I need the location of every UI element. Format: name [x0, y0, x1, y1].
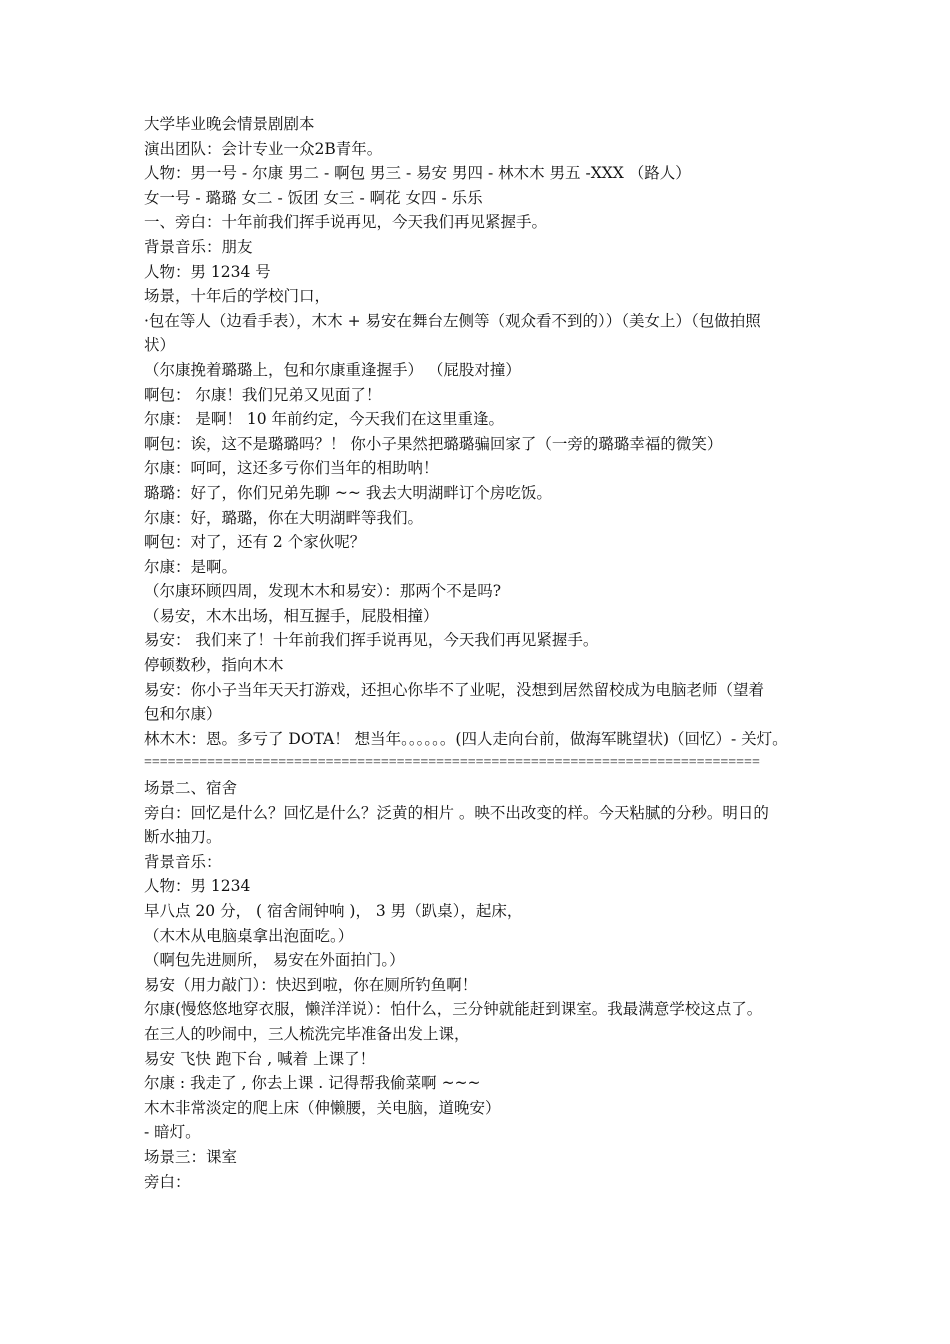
dialogue-line: 林木木：恩。多亏了 DOTA！ 想当年。。。。。。(四人走向台前，做海军眺望状)（回忆）- 关灯。: [144, 729, 788, 748]
dialogue-line: 易安：你小子当年天天打游戏，还担心你毕不了业呢，没想到居然留校成为电脑老师（望着: [144, 680, 765, 699]
stage-direction: - 暗灯。: [144, 1123, 201, 1142]
stage-direction: 停顿数秒，指向木木: [144, 656, 284, 675]
stage-direction: （木木从电脑桌拿出泡面吃。）: [144, 926, 354, 945]
dialogue-line: 易安： 我们来了！十年前我们挥手说再见，今天我们再见紧握手。: [144, 631, 599, 650]
stage-direction: （易安，木木出场，相互握手，屁股相撞）: [144, 606, 439, 625]
performance-team: 演出团队：会计专业一众2B青年。: [144, 139, 383, 158]
scene3-narration: 旁白：: [144, 1172, 191, 1191]
scene2-narration-cont: 断水抽刀。: [144, 828, 222, 847]
document-title: 大学毕业晚会情景剧剧本: [144, 115, 315, 133]
scene2-title: 场景二、宿舍: [144, 779, 238, 798]
dialogue-line: 尔康： 是啊！ 10 年前约定，今天我们在这里重逢。: [144, 410, 505, 429]
female-cast-list: 女一号 - 璐璐 女二 - 饭团 女三 - 啊花 女四 - 乐乐: [144, 188, 483, 207]
scene3-title: 场景三：课室: [144, 1147, 238, 1166]
scene2-music: 背景音乐：: [144, 852, 222, 871]
dialogue-line: 璐璐：好了，你们兄弟先聊 ~~ 我去大明湖畔订个房吃饭。: [144, 483, 552, 502]
stage-direction-cont: 状）: [144, 336, 176, 355]
dialogue-line: 尔康：是啊。: [144, 557, 238, 576]
scene2-characters: 人物：男 1234: [144, 877, 251, 896]
dialogue-line: 啊包： 尔康！我们兄弟又见面了！: [144, 385, 382, 404]
dialogue-line: 啊包：诶，这不是璐璐吗？！ 你小子果然把璐璐骗回家了（一旁的璐璐幸福的微笑）: [144, 434, 723, 453]
section-divider: ==============================================================================: [144, 755, 760, 771]
stage-direction: 早八点 20 分， ( 宿舍闹钟响 )， 3 男（趴桌），起床，: [144, 902, 523, 920]
stage-direction: （尔康挽着璐璐上，包和尔康重逢握手） （屁股对撞）: [144, 360, 521, 379]
scene1-setting: 场景，十年后的学校门口，: [144, 287, 331, 306]
dialogue-line: 尔康(慢悠悠地穿衣服，懒洋洋说）：怕什么，三分钟就能赶到课室。我最满意学校这点了。: [144, 1000, 763, 1019]
stage-direction: 在三人的吵闹中，三人梳洗完毕准备出发上课，: [144, 1024, 470, 1043]
stage-direction: （啊包先进厕所， 易安在外面拍门。）: [144, 951, 405, 970]
dialogue-line-cont: 包和尔康）: [144, 705, 222, 724]
dialogue-line: 尔康：呵呵，这还多亏你们当年的相助呐！: [144, 459, 439, 478]
scene2-narration: 旁白：回忆是什么？回忆是什么？泛黄的相片 。映不出改变的样。今天粘腻的分秒。明日的: [144, 803, 769, 822]
scene1-music: 背景音乐：朋友: [144, 237, 253, 256]
scene1-characters: 人物：男 1234 号: [144, 262, 271, 281]
male-cast-list: 人物：男一号 - 尔康 男二 - 啊包 男三 - 易安 男四 - 林木木 男五 -XXX （路人）: [144, 164, 691, 183]
stage-direction: 木木非常淡定的爬上床（伸懒腰，关电脑，道晚安）: [144, 1098, 501, 1117]
dialogue-line: （尔康环顾四周，发现木木和易安）：那两个不是吗?: [144, 582, 502, 601]
script-document: [144, 112, 810, 1194]
dialogue-line: 尔康 : 我走了 , 你去上课 . 记得帮我偷菜啊 ~~~: [144, 1074, 481, 1093]
stage-direction: 易安 飞快 跑下台 , 喊着 上课了！: [144, 1049, 376, 1068]
dialogue-line: 啊包：对了，还有 2 个家伙呢？: [144, 533, 366, 552]
stage-direction: ·包在等人（边看手表），木木 + 易安在舞台左侧等（观众看不到的））（美女上）（包做拍照: [144, 311, 761, 330]
dialogue-line: 易安（用力敲门）：快迟到啦，你在厕所钓鱼啊！: [144, 975, 478, 994]
scene1-narration: 一、旁白：十年前我们挥手说再见，今天我们再见紧握手。: [144, 213, 548, 232]
dialogue-line: 尔康：好，璐璐，你在大明湖畔等我们。: [144, 508, 424, 527]
